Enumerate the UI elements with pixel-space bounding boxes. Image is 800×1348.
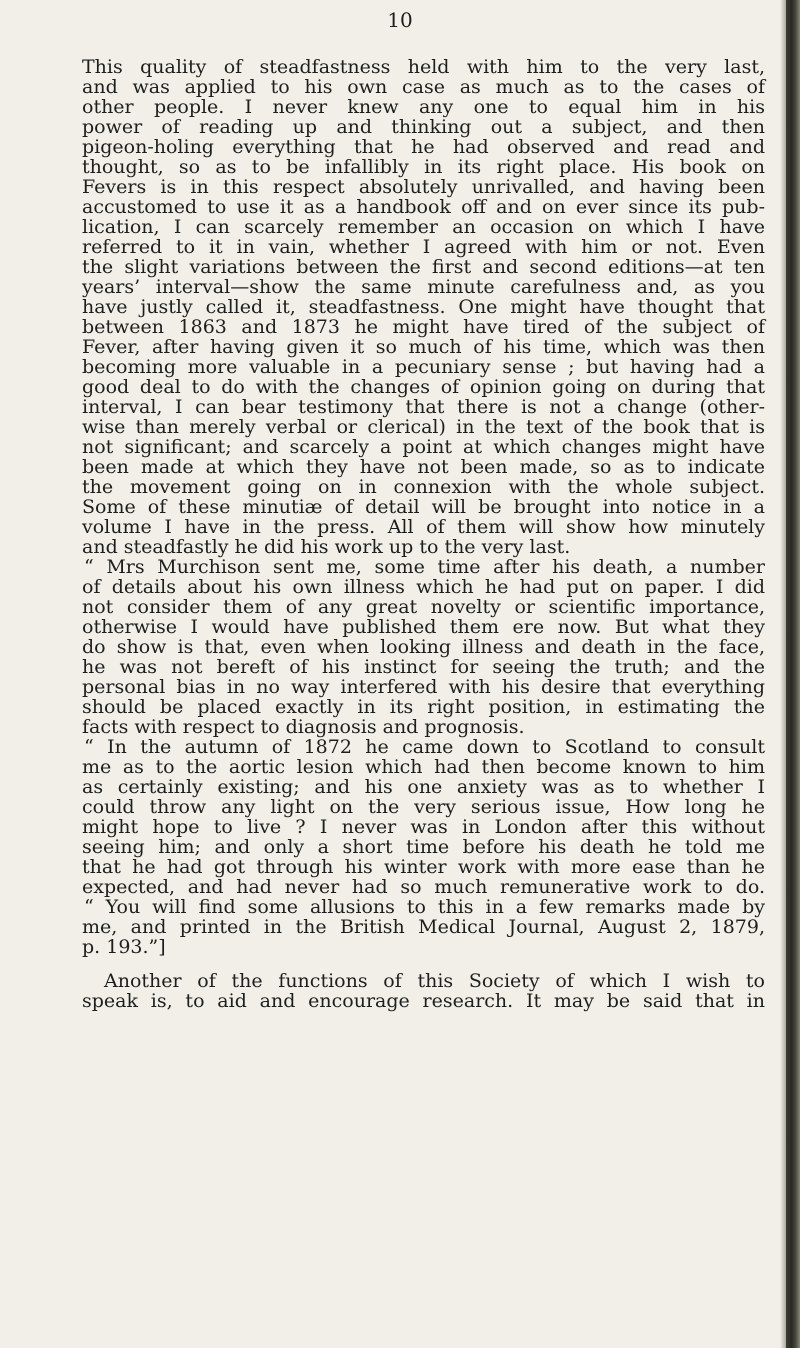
page-number: 10 [387,8,413,32]
text-line: lication, I can scarcely remember an occasion on which I have [82,216,765,238]
text-line: as certainly existing; and his one anxiety was as to whether I [82,776,765,798]
text-line: Another of the functions of this Society of which I wish to [104,970,765,992]
text-line: Some of these minutiæ of detail will be brought into notice in a [82,496,765,518]
text-line: accustomed to use it as a handbook off and on ever since its pub- [82,196,765,218]
text-line: seeing him; and only a short time before his death he told me [82,836,765,858]
text-line: otherwise I would have published them ere now. But what they [82,616,765,638]
text-line: “ You will find some allusions to this in a few remarks made by [84,896,765,918]
text-line: might hope to live ? I never was in London after this without [82,816,765,838]
text-line: me, and printed in the British Medical Journal, August 2, 1879, [82,916,765,938]
text-line: personal bias in no way interfered with his desire that everything [82,676,765,698]
text-line: other people. I never knew any one to equal him in his [82,96,765,118]
text-line: pigeon-holing everything that he had observed and read and [82,136,765,158]
text-line: he was not bereft of his instinct for seeing the truth; and the [82,656,765,678]
text-line: facts with respect to diagnosis and prognosis. [82,716,525,738]
text-line: wise than merely verbal or clerical) in the text of the book that is [82,416,765,438]
text-line: “ Mrs Murchison sent me, some time after his death, a number [84,556,765,578]
text-line: volume I have in the press. All of them will show how minutely [82,516,765,538]
text-line: becoming more valuable in a pecuniary sense ; but having had a [82,356,765,378]
text-line: speak is, to aid and encourage research. It may be said that in [82,990,765,1012]
text-line: should be placed exactly in its right position, in estimating the [82,696,765,718]
text-line: not consider them of any great novelty or scientific importance, [82,596,765,618]
page-edge [786,0,800,1348]
text-line: of details about his own illness which he had put on paper. I did [82,576,765,598]
text-line: interval, I can bear testimony that there is not a change (other- [82,396,765,418]
text-line: the movement going on in connexion with the whole subject. [82,476,765,498]
body-text [82,57,765,1011]
text-line: This quality of steadfastness held with him to the very last, [82,56,765,78]
text-line: and was applied to his own case as much as to the cases of [82,76,765,98]
text-line: been made at which they have not been made, so as to indicate [82,456,765,478]
text-line: have justly called it, steadfastness. One might have thought that [82,296,765,318]
text-line: Fever, after having given it so much of his time, which was then [82,336,765,358]
text-line: thought, so as to be infallibly in its right place. His book on [82,156,765,178]
text-line: p. 193.”] [82,936,166,958]
text-line: not significant; and scarcely a point at which changes might have [82,436,765,458]
text-line: me as to the aortic lesion which had then become known to him [82,756,765,778]
paragraph-gap [82,957,765,971]
text-line: power of reading up and thinking out a subject, and then [82,116,765,138]
text-line: the slight variations between the first and second editions—at ten [82,256,765,278]
text-line: Fevers is in this respect absolutely unrivalled, and having been [82,176,765,198]
text-line: expected, and had never had so much remunerative work to do. [82,876,765,898]
text-line: referred to it in vain, whether I agreed with him or not. Even [82,236,765,258]
text-line: that he had got through his winter work with more ease than he [82,856,765,878]
text-line: do show is that, even when looking illness and death in the face, [82,636,765,658]
text-line: between 1863 and 1873 he might have tired of the subject of [82,316,765,338]
text-line: good deal to do with the changes of opinion going on during that [82,376,765,398]
text-line: could throw any light on the very serious issue, How long he [82,796,765,818]
text-line: “ In the autumn of 1872 he came down to Scotland to consult [84,736,765,758]
text-line: years’ interval—show the same minute carefulness and, as you [82,276,765,298]
text-line: and steadfastly he did his work up to the very last. [82,536,571,558]
